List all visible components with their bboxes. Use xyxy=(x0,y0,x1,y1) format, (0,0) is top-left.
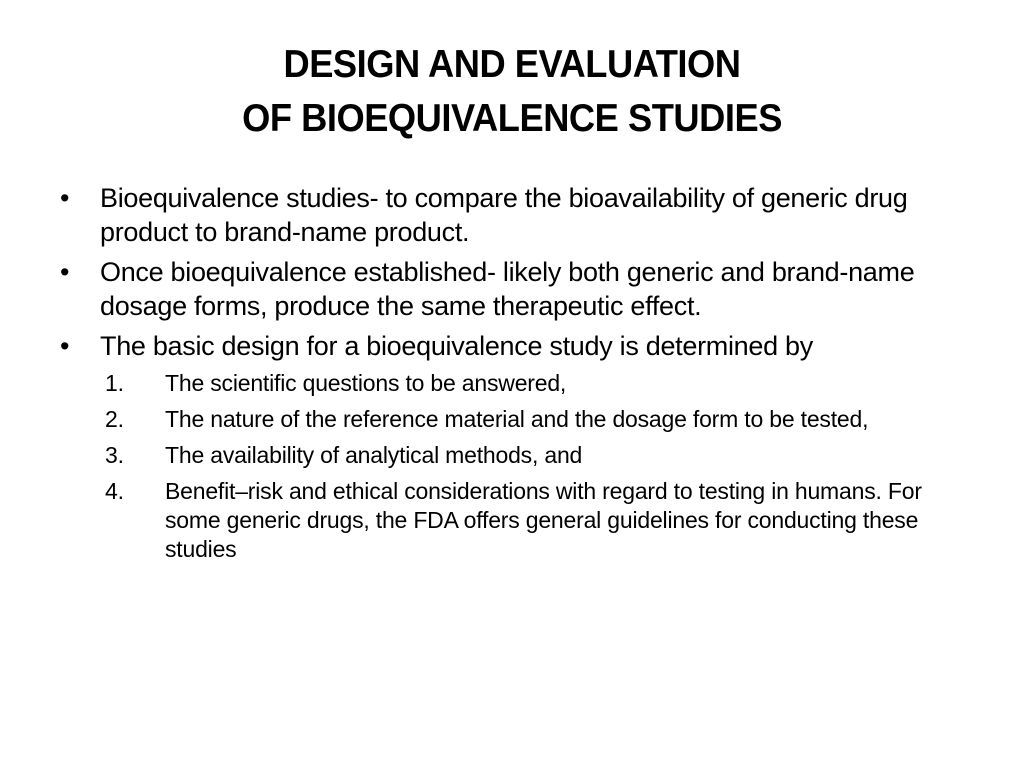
bullet-item xyxy=(58,329,968,363)
item-number: 3. xyxy=(105,442,124,468)
bullet-icon: • xyxy=(60,183,70,213)
bullet-icon: • xyxy=(60,331,70,361)
bullet-text: Bioequivalence studies- to compare the bioavailability of generic drug product to brand-name product. xyxy=(100,183,908,247)
item-number: 2. xyxy=(105,406,124,432)
numbered-item xyxy=(58,369,968,398)
bullet-item xyxy=(58,181,968,249)
item-text: Benefit–risk and ethical considerations with regard to testing in humans. For some generic drugs, the FDA offers general guidelines for conducting these studies xyxy=(165,478,922,562)
item-text: The scientific questions to be answered, xyxy=(165,370,567,396)
numbered-item xyxy=(58,405,968,434)
item-number: 1. xyxy=(105,370,124,396)
slide-content xyxy=(58,181,968,571)
bullet-item xyxy=(58,255,968,323)
title-line-1: DESIGN AND EVALUATION xyxy=(283,43,741,86)
numbered-item xyxy=(58,477,968,564)
item-text: The nature of the reference material and the dosage form to be tested, xyxy=(165,406,869,432)
title-line-2: OF BIOEQUIVALENCE STUDIES xyxy=(242,97,782,140)
bullet-text: Once bioequivalence established- likely both generic and brand-name dosage forms, produce the same therapeutic effect. xyxy=(100,257,915,321)
item-number: 4. xyxy=(105,478,124,504)
bullet-icon: • xyxy=(60,257,70,287)
bullet-list xyxy=(58,181,968,363)
numbered-item xyxy=(58,441,968,470)
numbered-list xyxy=(58,369,968,564)
slide-title xyxy=(92,38,933,146)
item-text: The availability of analytical methods, and xyxy=(165,442,583,468)
bullet-text: The basic design for a bioequivalence study is determined by xyxy=(100,331,813,361)
